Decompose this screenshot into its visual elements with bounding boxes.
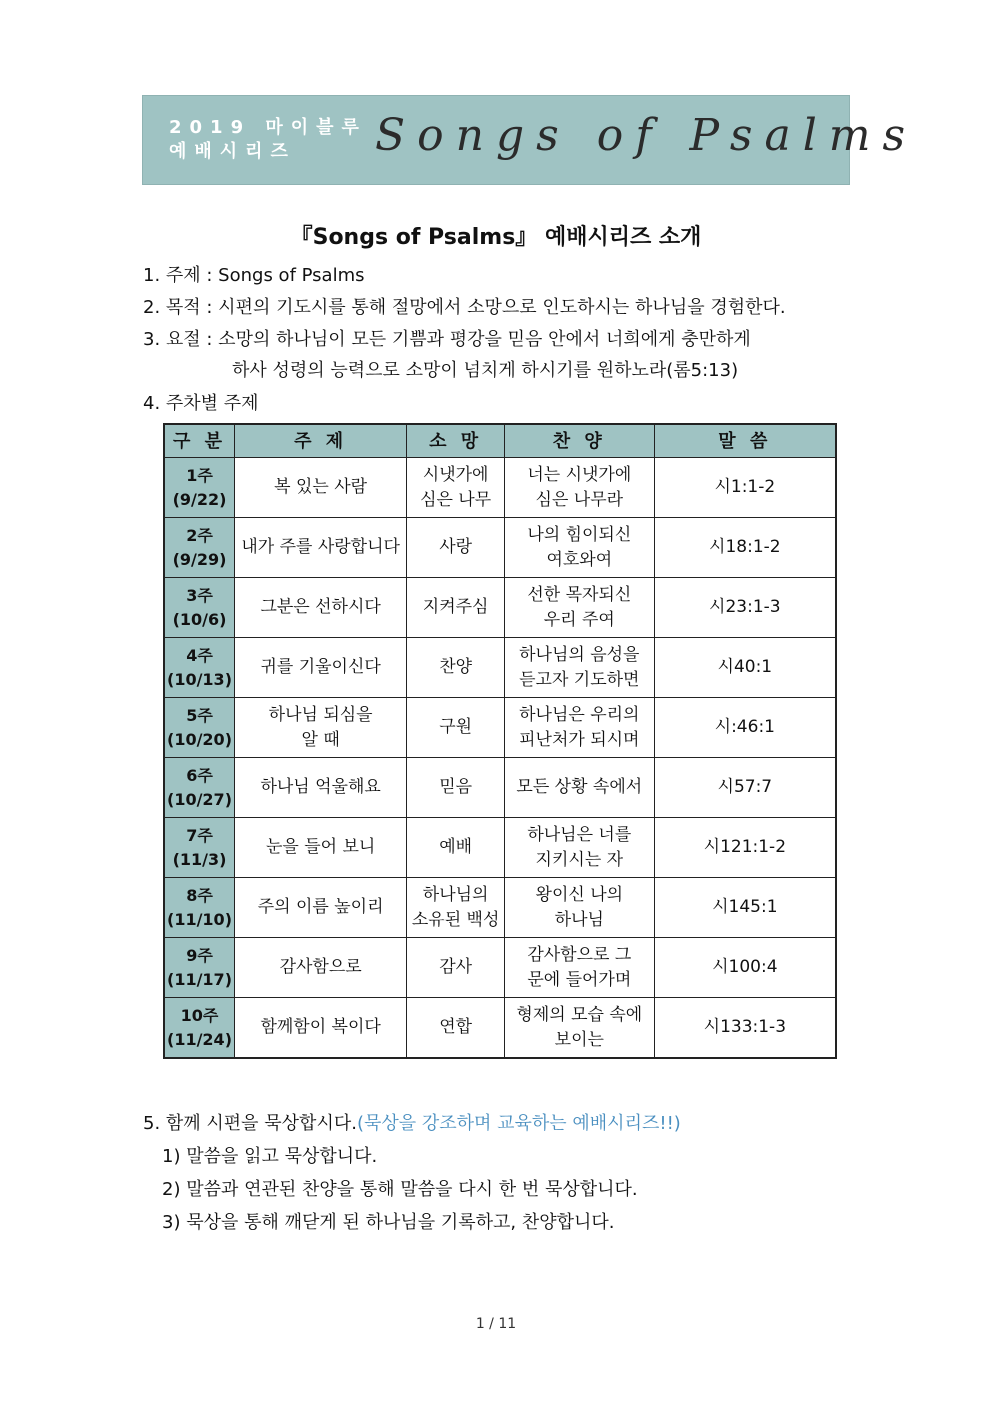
header-word: 말 씀 bbox=[654, 424, 836, 458]
week-cell bbox=[164, 818, 235, 878]
hope-cell-line1: 시냇가에 bbox=[422, 464, 489, 485]
week-cell-line2: (9/29) bbox=[172, 549, 227, 569]
word-cell bbox=[654, 998, 836, 1059]
week-cell bbox=[164, 878, 235, 938]
item-theme: 1. 주제 : Songs of Psalms bbox=[143, 265, 365, 286]
item-purpose: 2. 목적 : 시편의 기도시를 통해 절망에서 소망으로 인도하시는 하나님을 경험한다. bbox=[143, 297, 786, 318]
week-cell-line2: (10/13) bbox=[167, 669, 232, 689]
song-cell bbox=[504, 998, 654, 1059]
song-cell-line1: 선한 목자되신 bbox=[527, 584, 632, 605]
week-cell-line2: (11/3) bbox=[172, 849, 227, 869]
week-cell bbox=[164, 518, 235, 578]
song-cell-line2: 피난처가 되시며 bbox=[519, 729, 640, 750]
topic-cell bbox=[235, 698, 407, 758]
week-cell-line1: 6주 bbox=[186, 765, 213, 785]
topic-cell-line1: 하나님 억울해요 bbox=[260, 777, 381, 797]
week-cell bbox=[164, 458, 235, 518]
series-label-line2: 예배시리즈 bbox=[169, 141, 296, 162]
table-row bbox=[164, 878, 836, 938]
table-row bbox=[164, 938, 836, 998]
week-cell bbox=[164, 698, 235, 758]
word-cell-line1: 시133:1-3 bbox=[703, 1017, 787, 1037]
week-cell-line1: 9주 bbox=[186, 945, 213, 965]
hope-cell-line2: 심은 나무 bbox=[420, 489, 492, 510]
hope-cell bbox=[407, 878, 505, 938]
meditation-step-3: 3) 묵상을 통해 깨닫게 된 하나님을 기록하고, 찬양합니다. bbox=[162, 1212, 615, 1233]
hope-cell-line1: 믿음 bbox=[439, 777, 473, 797]
song-cell-line1: 왕이신 나의 bbox=[535, 884, 624, 905]
hope-cell-line1: 구원 bbox=[439, 717, 473, 737]
song-cell bbox=[504, 878, 654, 938]
hope-cell bbox=[407, 518, 505, 578]
meditation-highlight: (묵상을 강조하며 교육하는 예배시리즈!!) bbox=[356, 1113, 681, 1134]
topic-cell-line1: 귀를 기울이신다 bbox=[260, 657, 381, 677]
hope-cell bbox=[407, 818, 505, 878]
song-cell-line2: 보이는 bbox=[554, 1029, 604, 1050]
week-cell-line1: 3주 bbox=[186, 585, 213, 605]
week-cell-line2: (11/24) bbox=[167, 1029, 232, 1049]
topic-cell-line1: 눈을 들어 보니 bbox=[265, 837, 376, 857]
hope-cell bbox=[407, 758, 505, 818]
word-cell bbox=[654, 638, 836, 698]
header-division: 구 분 bbox=[164, 424, 235, 458]
word-cell-line1: 시1:1-2 bbox=[714, 477, 776, 497]
week-cell-line1: 10주 bbox=[180, 1005, 219, 1025]
song-cell-line1: 모든 상황 속에서 bbox=[516, 777, 643, 797]
word-cell-line1: 시57:7 bbox=[717, 777, 773, 797]
hope-cell-line1: 예배 bbox=[439, 837, 473, 857]
hope-cell bbox=[407, 578, 505, 638]
topic-cell bbox=[235, 758, 407, 818]
topic-cell-line2: 알 때 bbox=[301, 729, 340, 750]
song-cell bbox=[504, 758, 654, 818]
hope-cell-line1: 사랑 bbox=[439, 537, 473, 557]
week-cell bbox=[164, 938, 235, 998]
song-cell bbox=[504, 938, 654, 998]
week-cell-line1: 7주 bbox=[186, 825, 213, 845]
table-row bbox=[164, 998, 836, 1059]
meditation-step-2: 2) 말씀과 연관된 찬양을 통해 말씀을 다시 한 번 묵상합니다. bbox=[162, 1179, 638, 1200]
week-cell bbox=[164, 998, 235, 1059]
topic-cell-line1: 하나님 되심을 bbox=[268, 704, 373, 725]
word-cell bbox=[654, 518, 836, 578]
table-row bbox=[164, 698, 836, 758]
week-cell-line1: 1주 bbox=[186, 465, 213, 485]
weekly-schedule-table bbox=[163, 423, 837, 1059]
word-cell-line1: 시145:1 bbox=[712, 897, 778, 917]
song-cell-line2: 여호와여 bbox=[546, 549, 613, 570]
song-cell-line1: 하나님의 음성을 bbox=[519, 644, 640, 665]
song-cell-line1: 너는 시냇가에 bbox=[527, 464, 632, 485]
series-label bbox=[169, 116, 367, 164]
topic-cell bbox=[235, 998, 407, 1059]
week-cell-line2: (10/27) bbox=[167, 789, 232, 809]
meditation-heading-line bbox=[143, 1109, 681, 1135]
table-row bbox=[164, 758, 836, 818]
hope-cell-line1: 감사 bbox=[439, 957, 473, 977]
header-topic: 주 제 bbox=[235, 424, 407, 458]
banner-script-title: Songs of Psalms bbox=[375, 110, 918, 161]
word-cell bbox=[654, 758, 836, 818]
word-cell-line1: 시100:4 bbox=[712, 957, 778, 977]
song-cell-line2: 지키시는 자 bbox=[535, 849, 624, 870]
word-cell-line1: 시40:1 bbox=[717, 657, 773, 677]
hope-cell-line1: 지켜주심 bbox=[422, 597, 489, 617]
song-cell-line1: 나의 힘이되신 bbox=[527, 524, 632, 545]
meditation-step-1: 1) 말씀을 읽고 묵상합니다. bbox=[162, 1146, 378, 1167]
topic-cell-line1: 복 있는 사람 bbox=[274, 477, 368, 497]
word-cell bbox=[654, 698, 836, 758]
song-cell bbox=[504, 458, 654, 518]
song-cell-line2: 듣고자 기도하면 bbox=[519, 669, 640, 690]
topic-cell bbox=[235, 578, 407, 638]
topic-cell bbox=[235, 458, 407, 518]
song-cell-line1: 감사함으로 그 bbox=[527, 944, 632, 965]
song-cell-line2: 우리 주여 bbox=[543, 609, 615, 630]
week-cell bbox=[164, 638, 235, 698]
song-cell-line1: 하나님은 너를 bbox=[527, 824, 632, 845]
word-cell bbox=[654, 938, 836, 998]
song-cell bbox=[504, 818, 654, 878]
word-cell bbox=[654, 578, 836, 638]
hope-cell-line1: 연합 bbox=[439, 1017, 473, 1037]
table-row bbox=[164, 518, 836, 578]
song-cell bbox=[504, 698, 654, 758]
table-row bbox=[164, 638, 836, 698]
week-cell-line2: (10/6) bbox=[172, 609, 227, 629]
table-row bbox=[164, 818, 836, 878]
word-cell-line1: 시:46:1 bbox=[714, 717, 775, 737]
song-cell-line2: 하나님 bbox=[554, 909, 604, 930]
topic-cell bbox=[235, 638, 407, 698]
word-cell bbox=[654, 878, 836, 938]
topic-cell bbox=[235, 938, 407, 998]
topic-cell-line1: 주의 이름 높이리 bbox=[257, 897, 384, 917]
song-cell bbox=[504, 578, 654, 638]
header-song: 찬 양 bbox=[504, 424, 654, 458]
topic-cell bbox=[235, 878, 407, 938]
topic-cell-line1: 그분은 선하시다 bbox=[260, 597, 381, 617]
hope-cell bbox=[407, 698, 505, 758]
song-cell bbox=[504, 518, 654, 578]
word-cell-line1: 시23:1-3 bbox=[709, 597, 781, 617]
word-cell bbox=[654, 818, 836, 878]
song-cell-line2: 심은 나무라 bbox=[535, 489, 624, 510]
item-verse-line2: 하사 성령의 능력으로 소망이 넘치게 하시기를 원하노라(롬5:13) bbox=[232, 360, 739, 381]
week-cell-line1: 4주 bbox=[186, 645, 213, 665]
topic-cell-line1: 내가 주를 사랑합니다 bbox=[241, 537, 400, 557]
song-cell-line1: 하나님은 우리의 bbox=[519, 704, 640, 725]
topic-cell-line1: 함께함이 복이다 bbox=[260, 1017, 381, 1037]
week-cell-line1: 5주 bbox=[186, 705, 213, 725]
topic-cell bbox=[235, 818, 407, 878]
week-cell-line2: (11/17) bbox=[167, 969, 232, 989]
hope-cell bbox=[407, 458, 505, 518]
hope-cell-line1: 찬양 bbox=[439, 657, 473, 677]
series-label-line1: 2019 마이블루 bbox=[169, 117, 367, 138]
hope-cell bbox=[407, 638, 505, 698]
song-cell bbox=[504, 638, 654, 698]
word-cell-line1: 시18:1-2 bbox=[709, 537, 781, 557]
series-banner bbox=[142, 95, 918, 185]
item-weekly: 4. 주차별 주제 bbox=[143, 393, 259, 414]
week-cell-line1: 2주 bbox=[186, 525, 213, 545]
table-row bbox=[164, 578, 836, 638]
table-row bbox=[164, 458, 836, 518]
meditation-heading: 5. 함께 시편을 묵상합시다. bbox=[143, 1113, 357, 1134]
page-indicator: 1 / 11 bbox=[475, 1316, 517, 1332]
week-cell-line1: 8주 bbox=[186, 885, 213, 905]
topic-cell-line1: 감사함으로 bbox=[279, 957, 362, 977]
header-hope: 소 망 bbox=[407, 424, 505, 458]
hope-cell-line2: 소유된 백성 bbox=[411, 909, 500, 930]
song-cell-line2: 문에 들어가며 bbox=[527, 969, 632, 990]
song-cell-line1: 형제의 모습 속에 bbox=[516, 1004, 643, 1025]
hope-cell bbox=[407, 938, 505, 998]
item-verse-line1: 3. 요절 : 소망의 하나님이 모든 기쁨과 평강을 믿음 안에서 너희에게 충만하게 bbox=[143, 329, 751, 350]
week-cell-line2: (11/10) bbox=[167, 909, 232, 929]
topic-cell bbox=[235, 518, 407, 578]
week-cell-line2: (10/20) bbox=[167, 729, 232, 749]
page-title: 『Songs of Psalms』 예배시리즈 소개 bbox=[290, 225, 702, 250]
hope-cell bbox=[407, 998, 505, 1059]
week-cell-line2: (9/22) bbox=[172, 489, 227, 509]
week-cell bbox=[164, 758, 235, 818]
word-cell-line1: 시121:1-2 bbox=[703, 837, 787, 857]
hope-cell-line1: 하나님의 bbox=[422, 884, 489, 905]
week-cell bbox=[164, 578, 235, 638]
table-header-row bbox=[164, 424, 836, 458]
word-cell bbox=[654, 458, 836, 518]
